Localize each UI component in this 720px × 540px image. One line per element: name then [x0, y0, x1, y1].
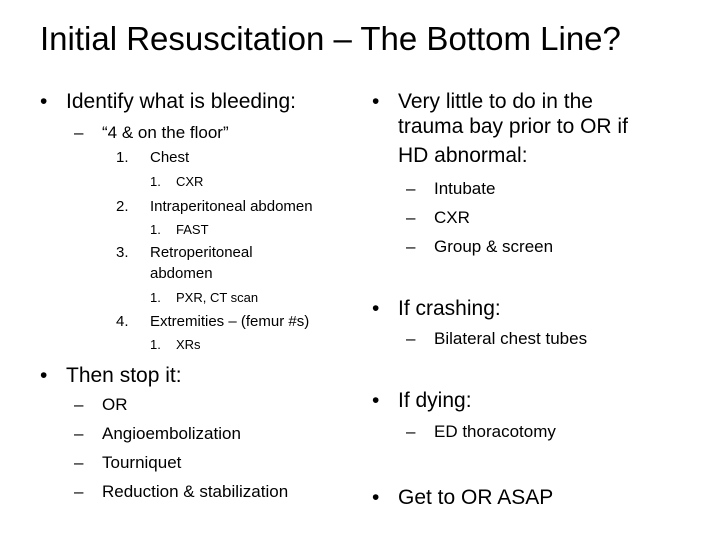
crashing-sub-text: Bilateral chest tubes: [434, 329, 588, 348]
sub-item-label: PXR, CT scan: [176, 290, 259, 305]
sub-item-4: [150, 338, 201, 351]
stop-item-reduction: [74, 483, 288, 500]
identify-sub-text: “4 & on the floor”: [102, 123, 229, 142]
identify-sub: [74, 124, 229, 141]
list-item-4: [116, 314, 309, 329]
sub-item-label: XRs: [176, 337, 201, 352]
sub-item-3: [150, 291, 258, 304]
dying-sub: [406, 423, 556, 440]
sub-number: 1.: [150, 290, 161, 305]
list-number: 1.: [116, 149, 129, 166]
very-item-group: [406, 238, 553, 255]
bullet-icon: •: [40, 364, 48, 387]
sub-number: 1.: [150, 337, 161, 352]
list-item-label: Intraperitoneal abdomen: [150, 198, 313, 215]
list-item-3-line2: abdomen: [150, 265, 213, 282]
dash-icon: –: [74, 482, 84, 501]
slide-title: Initial Resuscitation – The Bottom Line?: [40, 20, 621, 57]
sub-number: 1.: [150, 174, 161, 189]
crashing-text: If crashing:: [398, 297, 501, 320]
sub-item-2: [150, 223, 209, 236]
dash-icon: –: [406, 208, 416, 227]
bullet-get-to-or: [372, 487, 553, 508]
dash-icon: –: [74, 453, 84, 472]
sub-item-1: [150, 175, 203, 188]
dash-icon: –: [74, 424, 84, 443]
bullet-identify: [40, 91, 296, 112]
very-item-intubate: [406, 180, 495, 197]
list-item-3: [116, 245, 253, 260]
bullet-icon: •: [40, 90, 48, 113]
stop-item-label: Reduction & stabilization: [102, 482, 289, 501]
stop-item-label: OR: [102, 395, 128, 414]
stop-item-angio: [74, 425, 241, 442]
bullet-very-little: [372, 91, 593, 112]
dying-text: If dying:: [398, 389, 472, 412]
list-item-label-line1: Retroperitoneal: [150, 244, 253, 261]
list-number: 3.: [116, 244, 129, 261]
bullet-icon: •: [372, 389, 380, 412]
stop-item-or: [74, 396, 128, 413]
bullet-crashing: [372, 298, 501, 319]
dash-icon: –: [406, 422, 416, 441]
bullet-icon: •: [372, 297, 380, 320]
sub-item-label: CXR: [176, 174, 204, 189]
dying-sub-text: ED thoracotomy: [434, 422, 556, 441]
stop-item-label: Angioembolization: [102, 424, 241, 443]
very-line-3: HD abnormal:: [398, 144, 528, 167]
dash-icon: –: [74, 123, 84, 142]
very-item-label: Intubate: [434, 179, 496, 198]
list-item-label: Extremities – (femur #s): [150, 313, 310, 330]
sub-item-label: FAST: [176, 222, 209, 237]
crashing-sub: [406, 330, 587, 347]
dash-icon: –: [74, 395, 84, 414]
very-line-1: Very little to do in the: [398, 90, 593, 113]
bullet-icon: •: [372, 90, 380, 113]
list-item-1: [116, 150, 189, 165]
bullet-stop: [40, 365, 182, 386]
very-item-label: CXR: [434, 208, 470, 227]
stop-item-tourniquet: [74, 454, 181, 471]
list-number: 2.: [116, 198, 129, 215]
bullet-dying: [372, 390, 472, 411]
very-line-2: trauma bay prior to OR if: [398, 115, 628, 138]
sub-number: 1.: [150, 222, 161, 237]
get-text: Get to OR ASAP: [398, 486, 554, 509]
very-item-cxr: [406, 209, 470, 226]
stop-text: Then stop it:: [66, 364, 182, 387]
dash-icon: –: [406, 329, 416, 348]
list-number: 4.: [116, 313, 129, 330]
dash-icon: –: [406, 237, 416, 256]
very-item-label: Group & screen: [434, 237, 554, 256]
identify-text: Identify what is bleeding:: [66, 90, 296, 113]
stop-item-label: Tourniquet: [102, 453, 182, 472]
list-item-2: [116, 199, 313, 214]
list-item-label: Chest: [150, 149, 190, 166]
dash-icon: –: [406, 179, 416, 198]
bullet-icon: •: [372, 486, 380, 509]
